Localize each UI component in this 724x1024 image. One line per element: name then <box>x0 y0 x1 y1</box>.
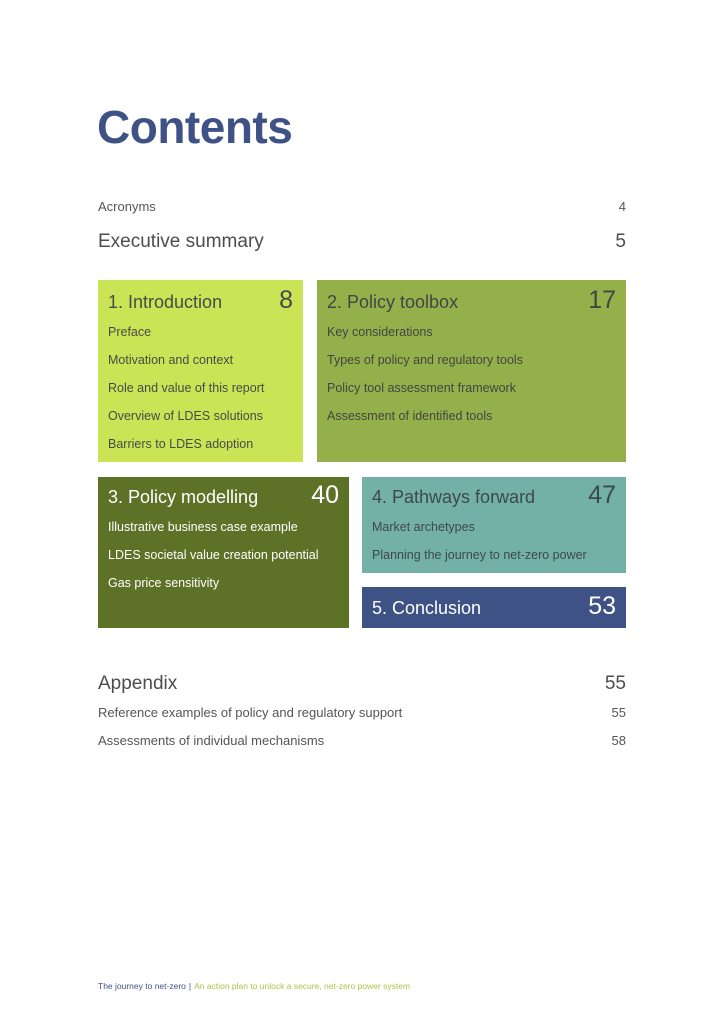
section-box-introduction[interactable] <box>98 280 303 462</box>
toc-entry-executive-summary[interactable] <box>98 231 626 253</box>
toc-entry-appendix[interactable] <box>98 673 626 695</box>
toc-entry-appendix-item[interactable] <box>98 705 626 720</box>
section-item[interactable]: Preface <box>108 325 152 339</box>
section-item[interactable]: LDES societal value creation potential <box>108 548 319 562</box>
section-item[interactable]: Overview of LDES solutions <box>108 409 263 423</box>
section-page: 53 <box>588 592 616 620</box>
section-title: 5. Conclusion <box>372 598 482 618</box>
toc-entry-label: Assessments of individual mechanisms <box>98 733 325 748</box>
footer-separator: | <box>188 981 192 991</box>
toc-entry-page: 55 <box>611 705 626 720</box>
section-page: 17 <box>588 286 616 314</box>
section-item[interactable]: Barriers to LDES adoption <box>108 437 254 451</box>
toc-entry-label: Reference examples of policy and regulatory support <box>98 705 403 720</box>
toc-entry-page: 55 <box>604 673 626 694</box>
section-item[interactable]: Policy tool assessment framework <box>327 381 516 395</box>
section-page: 8 <box>279 286 293 314</box>
section-box-policy-toolbox[interactable] <box>317 280 626 462</box>
section-title: 1. Introduction <box>108 292 223 312</box>
toc-entry-label: Executive summary <box>98 231 264 252</box>
section-item[interactable]: Planning the journey to net-zero power <box>372 548 587 562</box>
section-item[interactable]: Motivation and context <box>108 353 234 367</box>
section-item[interactable]: Types of policy and regulatory tools <box>327 353 523 367</box>
toc-entry-page: 4 <box>618 199 626 214</box>
section-page: 47 <box>588 481 616 509</box>
section-item[interactable]: Gas price sensitivity <box>108 576 220 590</box>
toc-entry-appendix-item[interactable] <box>98 733 626 748</box>
toc-entry-page: 58 <box>611 733 626 748</box>
toc-entry-page: 5 <box>615 231 626 252</box>
section-box-pathways-forward[interactable] <box>362 477 626 573</box>
section-page: 40 <box>311 481 339 509</box>
section-box-conclusion[interactable] <box>362 587 626 628</box>
section-item[interactable]: Market archetypes <box>372 520 475 534</box>
page-footer <box>98 981 410 991</box>
section-item[interactable]: Assessment of identified tools <box>327 409 493 423</box>
section-title: 4. Pathways forward <box>372 487 536 507</box>
toc-entry-label: Acronyms <box>98 199 156 214</box>
page-title: Contents <box>97 101 293 153</box>
footer-subtitle: An action plan to unlock a secure, net-zero power system <box>194 981 411 991</box>
section-item[interactable]: Role and value of this report <box>108 381 265 395</box>
toc-entry-label: Appendix <box>98 673 178 694</box>
footer-publication-title: The journey to net-zero <box>98 981 186 991</box>
section-item[interactable]: Illustrative business case example <box>108 520 298 534</box>
toc-entry-acronyms[interactable] <box>98 199 626 214</box>
section-title: 3. Policy modelling <box>108 487 259 507</box>
section-box-policy-modelling[interactable] <box>98 477 349 628</box>
section-item[interactable]: Key considerations <box>327 325 433 339</box>
section-title: 2. Policy toolbox <box>327 292 459 312</box>
